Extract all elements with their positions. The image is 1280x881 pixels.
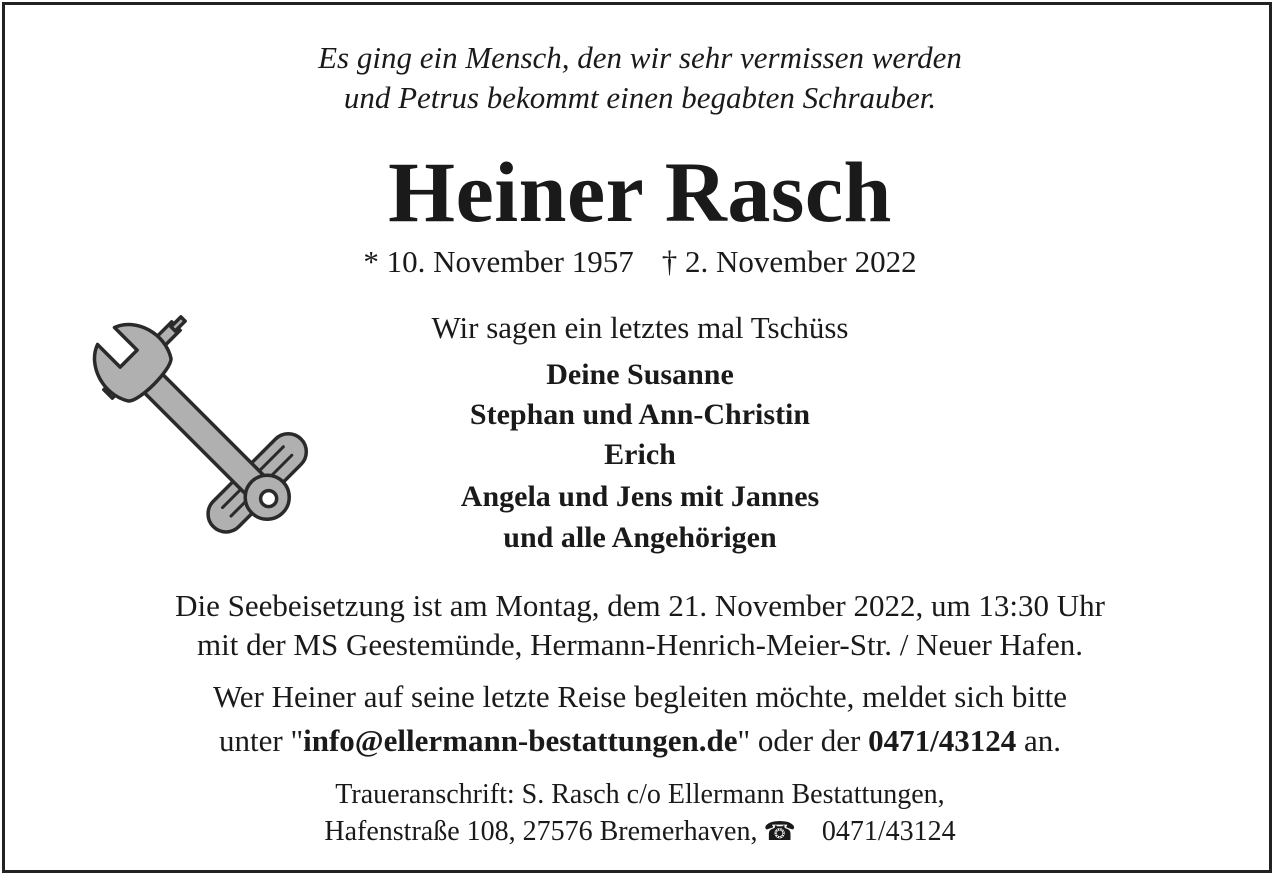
contact-prefix: unter " <box>219 723 304 758</box>
address-phone: 0471/43124 <box>821 816 956 847</box>
contact-phone: 0471/43124 <box>868 723 1017 758</box>
ceremony-line-1: Die Seebeisetzung ist am Montag, dem 21. November 2022, um 13:30 Uhr <box>175 588 1105 623</box>
mourner-line: und alle Angehörigen <box>503 521 777 554</box>
address-line-2 <box>0 816 1280 848</box>
contact-line-1: Wer Heiner auf seine letzte Reise begleiten möchte, meldet sich bitte <box>213 679 1067 714</box>
farewell-text: Wir sagen ein letztes mal Tschüss <box>431 310 849 345</box>
mourner-line: Stephan und Ann-Christin <box>469 398 811 431</box>
life-dates <box>0 244 1280 280</box>
deceased-name: Heiner Rasch <box>388 144 892 240</box>
wrench-and-screwdriver-icon <box>80 310 335 560</box>
address-line-1: Traueranschrift: S. Rasch c/o Ellermann Bestattungen, <box>335 779 945 810</box>
ceremony-line-2: mit der MS Geestemünde, Hermann-Henrich-Meier-Str. / Neuer Hafen. <box>196 627 1084 662</box>
address-street: Hafenstraße 108, 27576 Bremerhaven, <box>324 816 758 847</box>
contact-suffix: an. <box>1016 723 1061 758</box>
motto-line-2: und Petrus bekommt einen begabten Schrauber. <box>343 80 937 115</box>
mourner-line: Erich <box>604 438 676 471</box>
mourner-line: Deine Susanne <box>546 358 734 391</box>
contact-middle: " oder der <box>737 723 869 758</box>
motto-line-1: Es ging ein Mensch, den wir sehr vermissen werden <box>318 40 962 75</box>
telephone-icon: ☎ <box>763 817 796 846</box>
mourner-line: Angela und Jens mit Jannes <box>460 480 820 513</box>
contact-line-2 <box>0 723 1280 759</box>
contact-email: info@ellermann-bestattungen.de <box>303 723 738 758</box>
birth-date: * 10. November 1957 <box>363 244 634 279</box>
death-date: † 2. November 2022 <box>661 244 917 279</box>
